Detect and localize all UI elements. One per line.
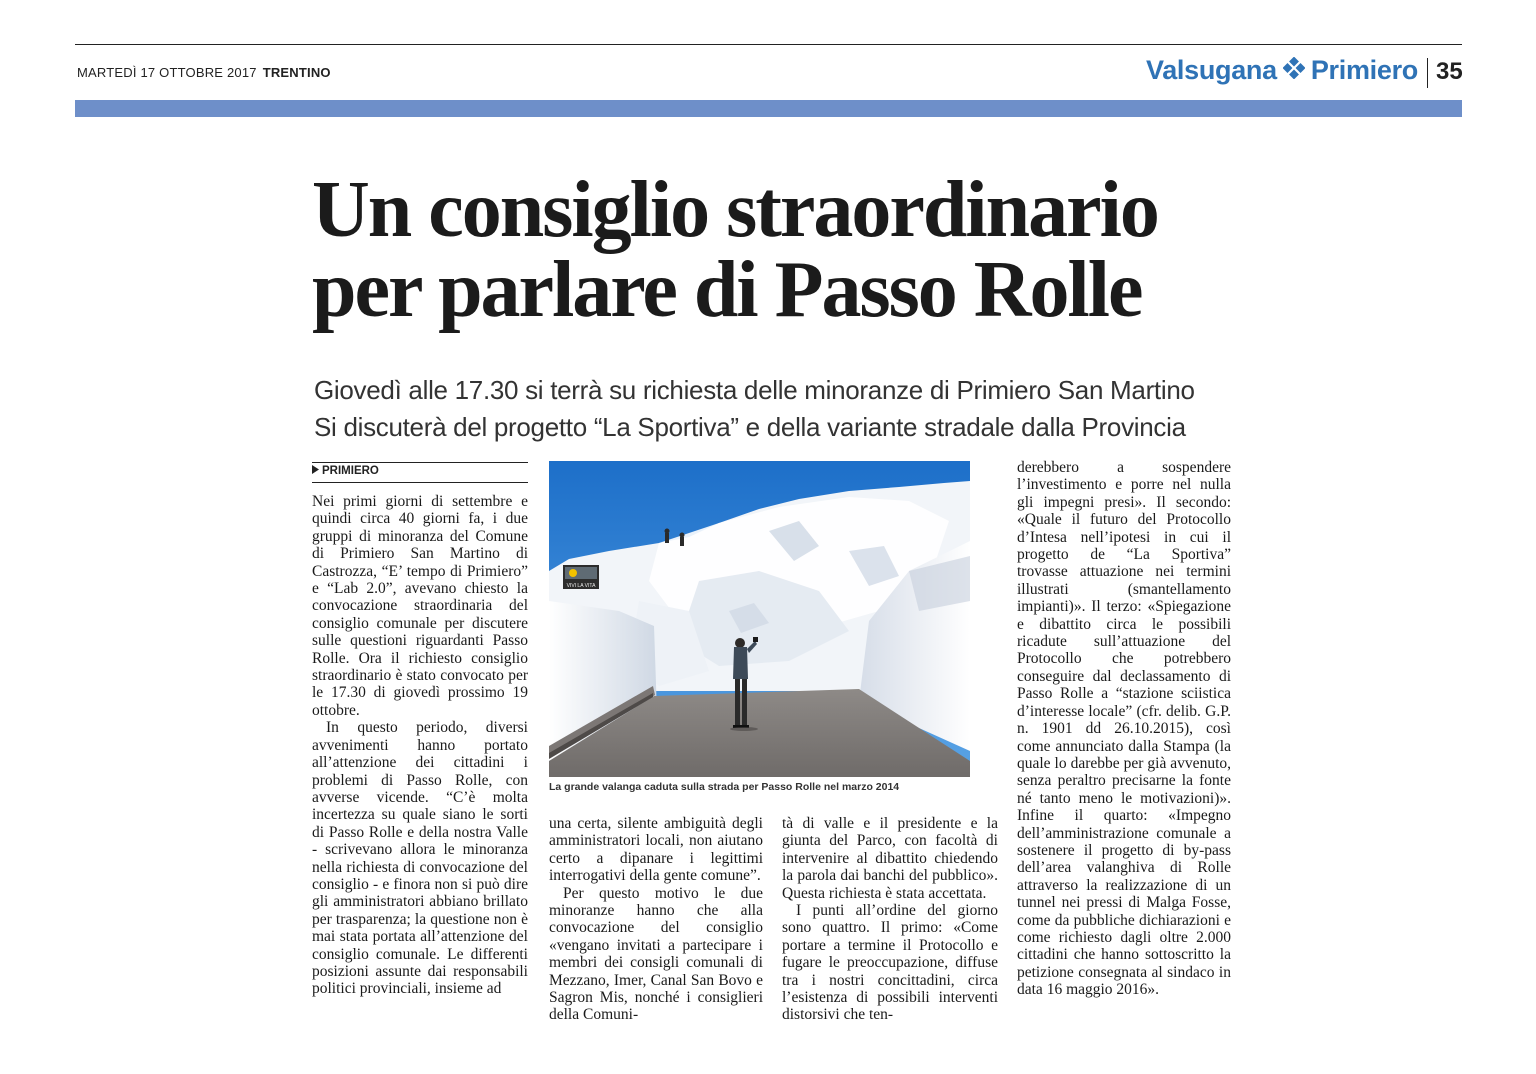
avalanche-photo bbox=[549, 461, 970, 777]
paragraph: Per questo motivo le due minoranze hanno che alla convocazione del consiglio «vengano invitati a partecipare i membri dei consigli comunali di Mezzano, Imer, Canal San Bovo e Sagron Mis, nonché i consiglieri della Comuni- bbox=[549, 884, 763, 1024]
section-left: Valsugana bbox=[1145, 55, 1277, 85]
triangle-icon bbox=[312, 465, 319, 477]
paragraph: In questo periodo, diversi avvenimenti hanno portato all’attenzione dei cittadini i problemi di Passo Rolle, con avverse vicende. “C’è molta incertezza su quale siano le sorti di Passo Rolle e della nostra Valle - scrivevano allora le minoranza nella richiesta di convocazione del consiglio - e finora non si può dire gli amministratori abbiano brillato per trasparenza; la questione non è mai stata portata all’attenzione del consiglio comunale. Le differenti posizioni assunte dai responsabili politici provinciali, insieme ad bbox=[312, 719, 528, 998]
issue-date: MARTEDÌ 17 OTTOBRE 2017 bbox=[77, 65, 257, 80]
section-title bbox=[1146, 55, 1418, 86]
headline-line-1: Un consiglio straordinario bbox=[312, 166, 1158, 254]
article-column-1 bbox=[312, 493, 528, 998]
paragraph: I punti all’ordine del giorno sono quattro. Il primo: «Come portare a termine il Protocollo e fugare le preoccupazione, diffuse tra i nostri concittadini, circa l’esistenza di possibili interventi distorsivi che ten- bbox=[782, 902, 998, 1024]
photo-caption: La grande valanga caduta sulla strada per Passo Rolle nel marzo 2014 bbox=[549, 781, 900, 793]
page-number: 35 bbox=[1436, 58, 1463, 85]
kicker-label: PRIMIERO bbox=[322, 465, 379, 477]
kicker bbox=[312, 465, 379, 477]
kicker-rule-top bbox=[312, 462, 528, 463]
article-column-2 bbox=[549, 815, 763, 1024]
headline-line-2: per parlare di Passo Rolle bbox=[312, 246, 1142, 334]
page-dateline bbox=[77, 65, 331, 80]
paragraph: una certa, silente ambiguità degli amministratori locali, non aiutano certo a dipanare i legittimi interrogativi della gente comune”. bbox=[549, 815, 763, 885]
headline bbox=[312, 166, 1272, 334]
subheadline bbox=[314, 372, 1274, 446]
diamond-ornament-icon bbox=[1283, 55, 1305, 86]
kicker-rule-bottom bbox=[312, 482, 528, 483]
sign-text: VIVI LA VITA bbox=[566, 583, 596, 589]
header-separator bbox=[1427, 58, 1428, 88]
subhead-line-2: Si discuterà del progetto “La Sportiva” e della variante stradale dalla Provincia bbox=[314, 412, 1186, 442]
article-column-3 bbox=[782, 815, 998, 1024]
paragraph: derebbero a sospendere l’investimento e porre nel nulla gli impegni presi». Il secondo: «Quale il futuro del Protocollo d’Intesa nell’ipotesi in cui il progetto de “La Sportiva” trovasse attuazione nei termini illustrati (smantellamento impianti)». Il terzo: «Spiegazione e dibattito circa le possibili ricadute sull’attuazione del Protocollo che potrebbero conseguire dal declassamento di Passo Rolle a “stazione sciistica d’interesse locale” (cfr. delib. G.P. n. 1901 dd 26.10.2015), così come annunciato dalla Stampa (la quale lo darebbe per già avvenuto, senza peraltro precisarne la fonte né tanto meno le motivazioni)». Infine il quarto: «Impegno dell’amministrazione comunale a sostenere il progetto di by-pass dell’area valanghiva di Rolle attraverso la realizzazione di un tunnel nei pressi di Malga Fosse, come da pubbliche dichiarazioni e come richiesto dagli oltre 2.000 cittadini che hanno sottoscritto la petizione consegnata al sindaco in data 16 maggio 2016». bbox=[1017, 459, 1231, 999]
section-bar bbox=[75, 100, 1462, 117]
top-rule bbox=[75, 44, 1462, 45]
subhead-line-1: Giovedì alle 17.30 si terrà su richiesta delle minoranze di Primiero San Martino bbox=[314, 375, 1195, 405]
newspaper-name: TRENTINO bbox=[262, 65, 331, 80]
paragraph: tà di valle e il presidente e la giunta del Parco, con facoltà di intervenire al dibattito chiedendo la parola dai banchi del pubblico». Questa richiesta è stata accettata. bbox=[782, 815, 998, 902]
section-right: Primiero bbox=[1310, 55, 1418, 85]
article-column-4 bbox=[1017, 459, 1231, 999]
paragraph: Nei primi giorni di settembre e quindi circa 40 giorni fa, i due gruppi di minoranza del Comune di Primiero San Martino di Castrozza, “E’ tempo di Primiero” e “Lab 2.0”, avevano chiesto la convocazione straordinaria del consiglio comunale per discutere sulle questioni riguardanti Passo Rolle. Ora il richiesto consiglio straordinario è stato convocato per le 17.30 di giovedì prossimo 19 ottobre. bbox=[312, 493, 528, 719]
